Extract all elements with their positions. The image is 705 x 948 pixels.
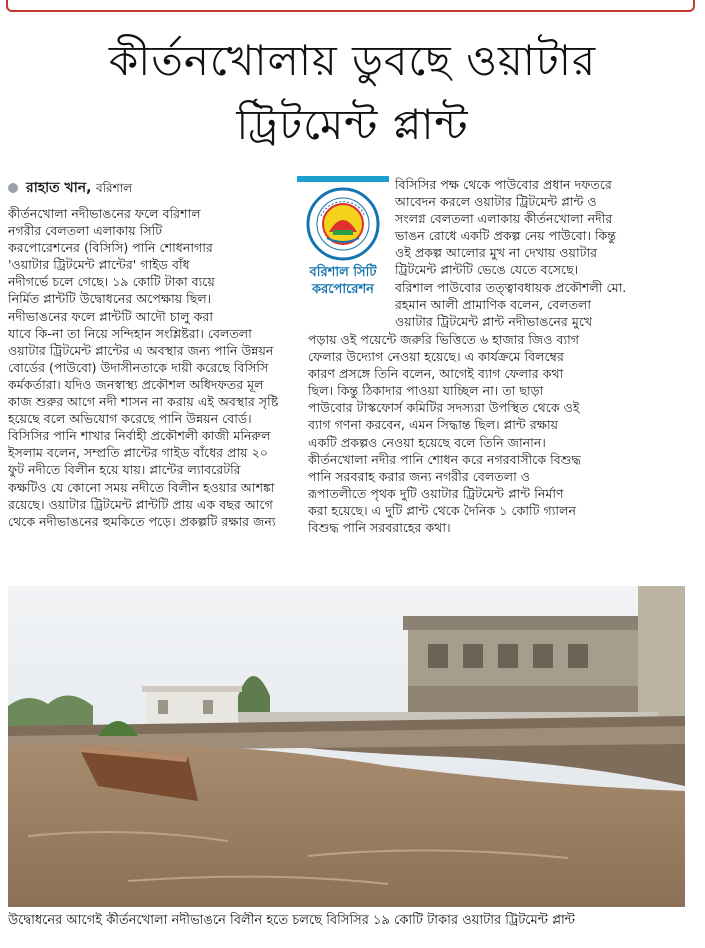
text-line: ওয়াটার ট্রিটমেন্ট প্লান্ট নদীভাঙনের মুখে (395, 313, 593, 329)
top-border (6, 0, 695, 12)
headline-line-2: ট্রিটমেন্ট প্লান্ট (236, 100, 469, 149)
headline-line-1: কীর্তনখোলায় ডুবছে ওয়াটার (108, 36, 597, 85)
text-line: ভাঙন রোধে একটি প্রকল্প নেয় পাউবো। কিন্তু (395, 228, 617, 244)
text-line: কীর্তনখোলা নদীভাঙনের ফলে বরিশাল (8, 206, 201, 221)
bullet-icon (8, 183, 18, 193)
text-line: রহমান আলী প্রামাণিক বলেন, বেলতলা (395, 296, 592, 312)
text-line: একটি প্রকল্পও নেওয়া হয়েছে বলে তিনি জানান। (308, 434, 546, 450)
city-corporation-logo (297, 176, 389, 306)
text-line: কর্মকর্তারা। যদিও জনস্বাস্থ্য প্রকৌশল অধিদফতর মূল (8, 376, 264, 392)
text-line: রূপাতলীতে পৃথক দুটি ওয়াটার ট্রিটমেন্ট প্লান্ট নির্মাণ (308, 485, 564, 501)
text-line: নগরীর বেলতলা এলাকায় সিটি (8, 223, 163, 239)
text-line: কীর্তনখোলা নদীর পানি শোধন করে নগরবাসীকে বিশুদ্ধ (308, 451, 581, 467)
text-line: করপোরেশনের (বিসিসি) পানি শোধনাগার (8, 240, 213, 256)
logo-caption (297, 264, 389, 298)
article-column-2-wide (308, 331, 690, 536)
text-line: ইসলাম বলেন, সম্প্রতি প্লান্টের গাইড বাঁধের প্রায় ২০ (8, 445, 268, 461)
byline-name: রাহাত খান, (26, 180, 92, 196)
logo-top-bar (297, 176, 389, 182)
text-line: সংলগ্ন বেলতলা এলাকায় কীর্তনখোলা নদীর (395, 211, 613, 227)
text-line: ট্রিটমেন্ট প্লান্টটি ভেঙে যেতে বসেছে। (395, 262, 579, 278)
text-line: রয়েছে। ওয়াটার ট্রিটমেন্ট প্লান্টটি প্রায় এক বছর আগে (8, 496, 273, 512)
riverbank-photo-illustration (8, 586, 685, 907)
text-line: ব্যাগ গণনা করবেন, এমন সিদ্ধান্ত ছিল। প্লান্ট রক্ষায় (308, 417, 559, 433)
text-line: ওয়াটার ট্রিটমেন্ট প্লান্টের এ অবস্থার জন্য পানি উন্নয়ন (8, 342, 274, 358)
bcc-emblem-icon (305, 186, 381, 262)
text-line: কক্ষটিও যে কোনো সময় নদীতে বিলীন হওয়ার আশঙ্কা (8, 479, 275, 495)
text-line: নির্মিত প্লান্টটি উদ্বোধনের অপেক্ষায় ছিল। (8, 291, 212, 307)
text-line: পড়ায় ওই পয়েন্টে জরুরি ভিত্তিতে ৬ হাজার জিও ব্যাগ (308, 332, 580, 347)
text-line: ছিল। কিন্তু ঠিকাদার পাওয়া যাচ্ছিল না। তা ছাড়া (308, 383, 544, 399)
article-column-1 (8, 205, 290, 530)
news-photo (8, 586, 685, 907)
text-line: নদীভাঙনের ফলে প্লান্টটি আদৌ চালু করা (8, 308, 213, 324)
text-line: ফুট নদীতে বিলীন হয়ে যায়। প্লান্টের ল্যাবরেটরি (8, 462, 241, 478)
text-line: কাজ শুরুর আগে নদী শাসন না করায় এই অবস্থার সৃষ্টি (8, 394, 279, 410)
byline (8, 176, 132, 200)
text-line: পাউবোর টাস্কফোর্স কমিটির সদস্যরা উপস্থিত থেকে ওই (308, 400, 580, 416)
text-line: 'ওয়াটার ট্রিটমেন্ট প্লান্টের' গাইড বাঁধ (8, 257, 190, 273)
photo-caption: উদ্বোধনের আগেই কীর্তনখোলা নদীভাঙনে বিলীন হতে চলছে বিসিসির ১৯ কোটি টাকার ওয়াটার ট্রিটমেন্ট প্লান্ট (8, 913, 575, 928)
text-line: আবেদন করলে ওয়াটার ট্রিটমেন্ট প্লান্ট ও (395, 194, 597, 210)
text-line: থেকে নদীভাঙনের হুমকিতে পড়ে। প্রকল্পটি রক্ষার জন্য (8, 513, 276, 529)
text-line: নদীগর্ভে চলে গেছে। ১৯ কোটি টাকা ব্যয়ে (8, 274, 215, 290)
logo-caption-line-1: বরিশাল সিটি (309, 265, 377, 280)
text-line: বিসিসির পক্ষ থেকে পাউবোর প্রধান দফতরে (395, 177, 612, 192)
text-line: বরিশাল পাউবোর তত্ত্বাবধায়ক প্রকৌশলী মো. (395, 279, 627, 295)
text-line: ফেলার উদ্যোগ নেওয়া হয়েছে। এ কার্যক্রমে বিলম্বের (308, 349, 564, 365)
text-line: যাবে কি-না তা নিয়ে সন্দিহান সংশ্লিষ্টরা। বেলতলা (8, 325, 252, 341)
text-line: হয়েছে বলে অভিযোগ করেছে পানি উন্নয়ন বোর্ড। (8, 411, 252, 427)
text-line: বিসিসির পানি শাখার নির্বাহী প্রকৌশলী কাজী মনিরুল (8, 428, 271, 444)
byline-location: বরিশাল (95, 181, 133, 195)
text-line: ওই প্রকল্প আলোর মুখ না দেখায় ওয়াটার (395, 245, 598, 261)
text-line: কারণ প্রসঙ্গে তিনি বলেন, আগেই ব্যাগ ফেলার কথা (308, 366, 564, 382)
article-column-2 (395, 176, 685, 330)
text-line: বোর্ডের (পাউবো) উদাসীনতাকে দায়ী করেছে বিসিসি (8, 359, 269, 375)
logo-caption-line-2: করপোরেশন (312, 282, 374, 297)
text-line: করা হয়েছে। এ দুটি প্লান্ট থেকে দৈনিক ১ কোটি গ্যালন (308, 502, 576, 518)
text-line: বিশুদ্ধ পানি সরবরাহের কথা। (308, 520, 451, 536)
text-line: পানি সরবরাহ করার জন্য নগরীর বেলতলা ও (308, 468, 531, 484)
